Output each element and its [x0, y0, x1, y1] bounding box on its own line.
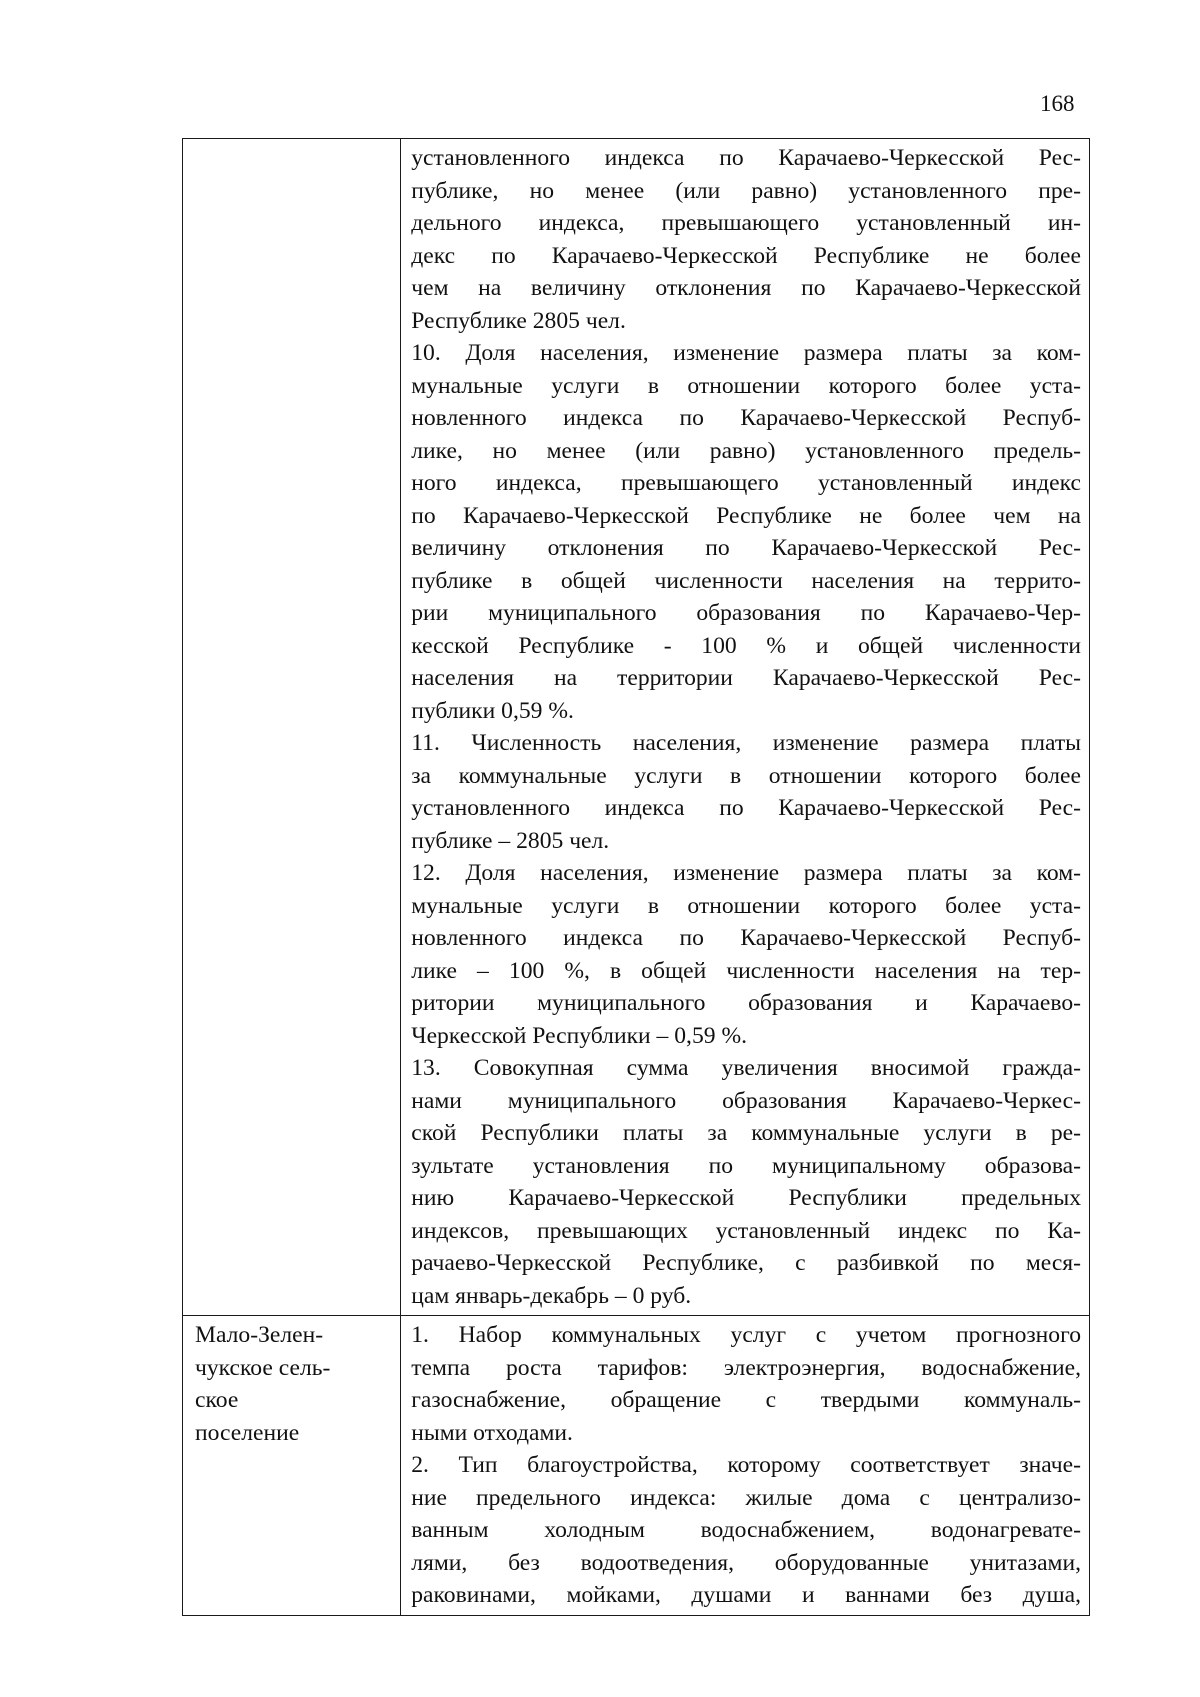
text-line: 2. Тип благоустройства, которому соответствует значе-: [411, 1452, 1081, 1478]
text-line: 11. Численность населения, изменение размера платы: [411, 730, 1081, 756]
text-line: нию Карачаево-Черкесской Республики предельных: [411, 1185, 1081, 1211]
text-line: по Карачаево-Черкесской Республике не более чем на: [411, 502, 1081, 529]
text-line: публике, но менее (или равно) установленного пре-: [411, 177, 1081, 204]
text-line: мунальные услуги в отношении которого более уста-: [411, 372, 1081, 399]
document-table: [182, 138, 1090, 1616]
text-line: чем на величину отклонения по Карачаево-Черкесской: [411, 275, 1081, 301]
text-line: рии муниципального образования по Карачаево-Чер-: [411, 600, 1081, 626]
text-line: лике – 100 %, в общей численности населения на тер-: [411, 957, 1081, 984]
text-line: ного индекса, превышающего установленный индекс: [411, 470, 1081, 496]
table-row: [183, 1316, 1090, 1616]
text-line: нами муниципального образования Карачаево-Черкес-: [411, 1087, 1081, 1114]
text-line: ской Республики платы за коммунальные услуги в ре-: [411, 1120, 1081, 1146]
text-line: новленного индекса по Карачаево-Черкесской Респуб-: [411, 405, 1081, 431]
text-line: публики 0,59 %.: [411, 697, 574, 724]
text-line: установленного индекса по Карачаево-Черкесской Рес-: [411, 145, 1081, 171]
indicator-text-cell: [401, 1316, 1090, 1616]
text-line: 13. Совокупная сумма увеличения вносимой гражда-: [411, 1055, 1081, 1081]
table-row: [183, 139, 1090, 1316]
municipality-name-line: ское: [195, 1387, 239, 1413]
text-line: ритории муниципального образования и Карачаево-: [411, 990, 1081, 1016]
text-line: зультате установления по муниципальному образова-: [411, 1152, 1081, 1179]
text-line: установленного индекса по Карачаево-Черкесской Рес-: [411, 795, 1081, 821]
text-line: ными отходами.: [411, 1419, 573, 1446]
page-number: 168: [1040, 91, 1075, 116]
indicator-text-cell: [401, 139, 1090, 1316]
text-line: мунальные услуги в отношении которого более уста-: [411, 892, 1081, 919]
text-line: лями, без водоотведения, оборудованные унитазами,: [411, 1549, 1081, 1576]
text-line: дельного индекса, превышающего установленный ин-: [411, 210, 1081, 236]
text-line: цам январь-декабрь – 0 руб.: [411, 1282, 692, 1309]
text-line: декс по Карачаево-Черкесской Республике не более: [411, 242, 1081, 269]
text-line: за коммунальные услуги в отношении которого более: [411, 762, 1081, 789]
text-line: ние предельного индекса: жилые дома с централизо-: [411, 1484, 1081, 1511]
text-line: ванным холодным водоснабжением, водонагревате-: [411, 1517, 1081, 1543]
text-line: 1. Набор коммунальных услуг с учетом прогнозного: [411, 1322, 1081, 1348]
text-line: Республике 2805 чел.: [411, 307, 626, 334]
text-line: 10. Доля населения, изменение размера платы за ком-: [411, 340, 1081, 366]
municipality-cell-empty: [183, 139, 401, 1316]
text-line: газоснабжение, обращение с твердыми коммуналь-: [411, 1387, 1081, 1413]
text-line: раковинами, мойками, душами и ваннами без душа,: [411, 1582, 1081, 1608]
text-line: рачаево-Черкесской Республике, с разбивкой по меся-: [411, 1250, 1081, 1276]
text-line: величину отклонения по Карачаево-Черкесской Рес-: [411, 535, 1081, 561]
text-line: населения на территории Карачаево-Черкесской Рес-: [411, 665, 1081, 691]
text-line: публике – 2805 чел.: [411, 827, 610, 854]
text-line: 12. Доля населения, изменение размера платы за ком-: [411, 860, 1081, 886]
municipality-name-cell: [183, 1316, 401, 1616]
municipality-name-line: чукское сель-: [195, 1354, 331, 1381]
text-line: кесской Республике - 100 % и общей численности: [411, 632, 1081, 659]
text-line: темпа роста тарифов: электроэнергия, водоснабжение,: [411, 1354, 1081, 1381]
text-line: индексов, превышающих установленный индекс по Ка-: [411, 1217, 1081, 1244]
text-line: Черкесской Республики – 0,59 %.: [411, 1022, 747, 1049]
municipality-name-line: поселение: [195, 1419, 300, 1446]
municipality-name-line: Мало-Зелен-: [195, 1322, 324, 1348]
text-line: публике в общей численности населения на террито-: [411, 567, 1081, 594]
text-line: лике, но менее (или равно) установленного предель-: [411, 437, 1081, 464]
text-line: новленного индекса по Карачаево-Черкесской Респуб-: [411, 925, 1081, 951]
